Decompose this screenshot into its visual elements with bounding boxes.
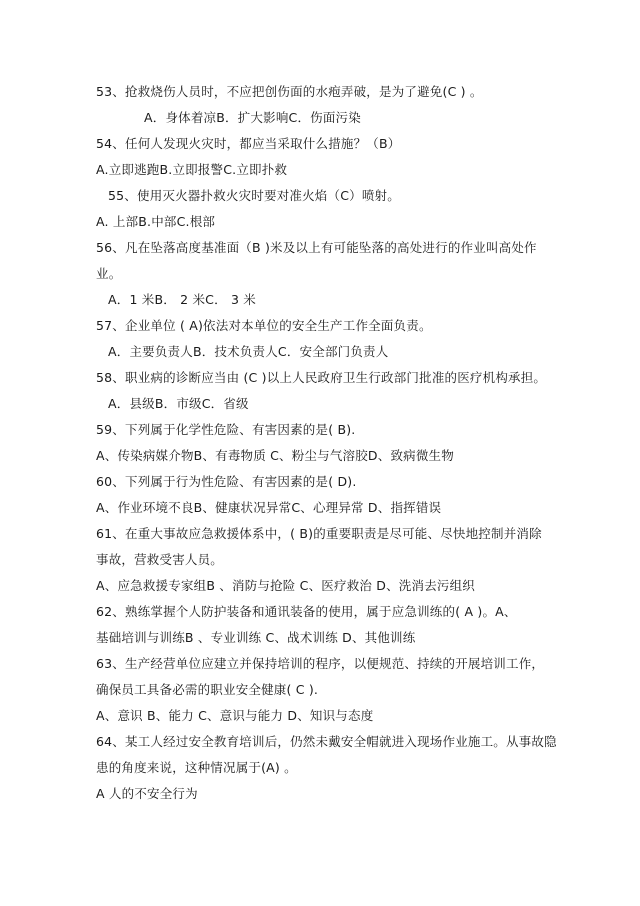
answer-options-62: 基础培训与训练B 、专业训练 C、战术训练 D、其他训练	[96, 630, 416, 645]
question-53: 53、抢救烧伤人员时，不应把创伤面的水疱弄破，是为了避免(C ) 。	[96, 84, 483, 99]
question-61: 61、在重大事故应急救援体系中，( B)的重要职责是尽可能、尽快地控制并消除	[96, 526, 542, 541]
answer-options-53: A．身体着凉B．扩大影响C．伤面污染	[144, 110, 361, 125]
answer-options-57: A．主要负责人B．技术负责人C．安全部门负责人	[108, 344, 389, 359]
answer-options-60: A、作业环境不良B、健康状况异常C、心理异常 D、指挥错误	[96, 500, 442, 515]
question-58: 58、职业病的诊断应当由 (C )以上人民政府卫生行政部门批准的医疗机构承担。	[96, 370, 547, 385]
question-64-continued: 患的角度来说，这种情况属于(A) 。	[96, 760, 297, 775]
question-62: 62、熟练掌握个人防护装备和通讯装备的使用，属于应急训练的( A )。A、	[96, 604, 517, 619]
question-56-continued: 业。	[96, 266, 122, 281]
question-56: 56、凡在坠落高度基准面（B )米及以上有可能坠落的高处进行的作业叫高处作	[96, 240, 537, 255]
question-59: 59、下列属于化学性危险、有害因素的是( B).	[96, 422, 356, 437]
answer-option-64-a: A 人的不安全行为	[96, 786, 198, 801]
answer-options-56: A．1 米B． 2 米C． 3 米	[108, 292, 256, 307]
answer-options-55: A. 上部B.中部C.根部	[96, 214, 216, 229]
question-55: 55、使用灭火器扑救火灾时要对准火焰（C）喷射。	[108, 188, 400, 203]
question-54: 54、任何人发现火灾时，都应当采取什么措施？（B）	[96, 136, 401, 151]
answer-options-63: A、意识 B、能力 C、意识与能力 D、知识与态度	[96, 708, 374, 723]
answer-options-54: A.立即逃跑B.立即报警C.立即扑救	[96, 162, 288, 177]
answer-options-61: A、应急救援专家组B 、消防与抢险 C、医疗救治 D、洗消去污组织	[96, 578, 476, 593]
answer-options-58: A．县级B．市级C．省级	[108, 396, 249, 411]
question-61-continued: 事故，营救受害人员。	[96, 552, 224, 567]
answer-options-59: A、传染病媒介物B、有毒物质 C、粉尘与气溶胶D、致病微生物	[96, 448, 454, 463]
question-63-continued: 确保员工具备必需的职业安全健康( C ).	[96, 682, 319, 697]
question-60: 60、下列属于行为性危险、有害因素的是( D).	[96, 474, 357, 489]
question-57: 57、企业单位 ( A)依法对本单位的安全生产工作全面负责。	[96, 318, 432, 333]
question-64: 64、某工人经过安全教育培训后，仍然未戴安全帽就进入现场作业施工。从事故隐	[96, 734, 557, 749]
question-63: 63、生产经营单位应建立并保持培训的程序，以便规范、持续的开展培训工作，	[96, 656, 545, 671]
